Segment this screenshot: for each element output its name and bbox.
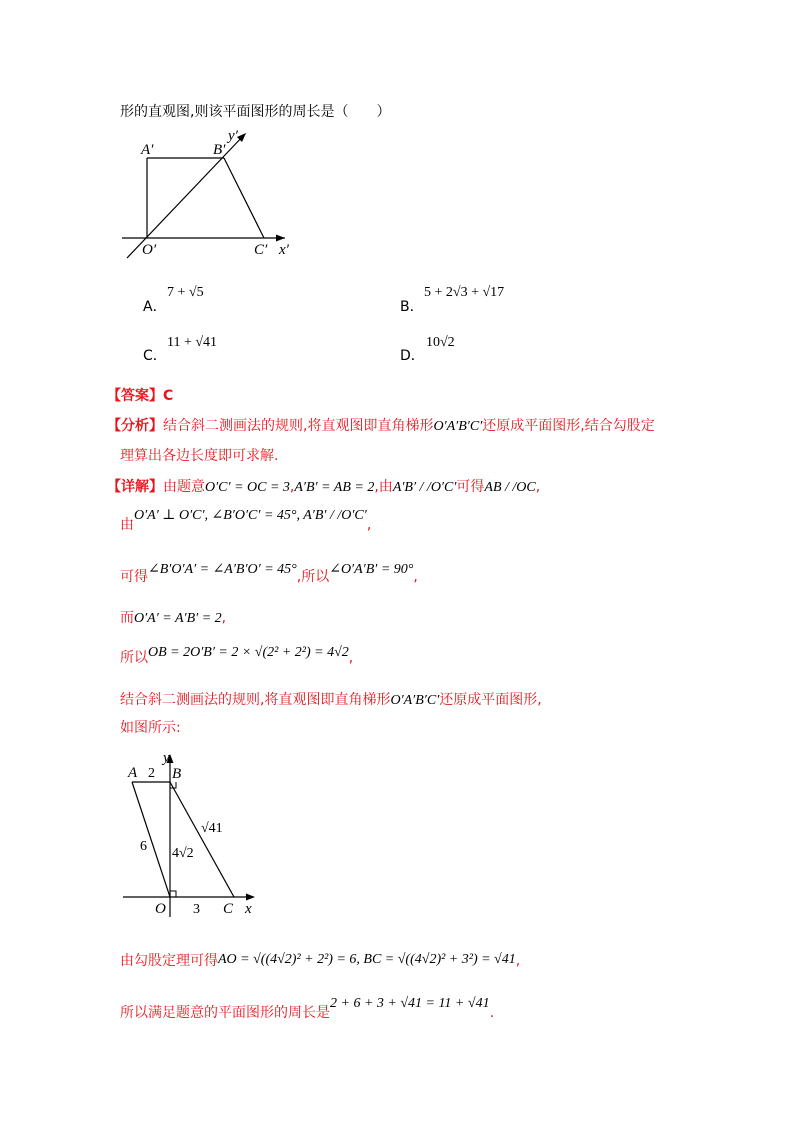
label-bc-length: √41 [201,821,223,836]
detail-l1-t1: 由题意 [163,479,205,495]
label-c: C [223,901,234,917]
detail-l3-m2: ∠O′A′B′ = 90° [329,562,414,577]
answer-tag: 【答案】 [107,388,163,404]
label-ab-length: 2 [148,766,155,781]
detail-l1-t4: 可得 [456,479,485,495]
detail-line-8 [120,950,520,970]
detail-l8-t1: 由勾股定理可得 [120,953,218,969]
detail-l3-m1: ∠B′O′A′ = ∠A′B′O′ = 45° [148,562,297,577]
detail-l6-text-b: 还原成平面图形, [439,692,542,708]
detail-l2-t1: 由 [120,517,134,533]
detail-line-3 [120,562,418,586]
segment-b-c [170,782,234,897]
label-oc-length: 3 [193,902,200,917]
detail-line-6 [120,689,542,709]
segment-b-c [224,158,264,238]
detail-line-7: 如图所示: [120,720,181,736]
x-arrow [246,894,255,901]
detail-line-1 [107,476,540,496]
detail-l2-m1: O′A′ ⊥ O′C′, ∠B′O′C′ = 45°, A′B′ / /O′C′ [134,508,367,523]
option-c-letter: C． [143,348,167,364]
analysis-tag: 【分析】 [107,418,163,434]
analysis-text-1a: 结合斜二测画法的规则,将直观图即直角梯形 [163,418,434,434]
detail-l1-m1: O′C′ = OC = 3 [205,480,290,495]
detail-line-9 [120,996,495,1022]
detail-l3-t2: ,所以 [296,569,330,585]
label-o-prime: O′ [142,242,157,258]
detail-l1-m2: A′B′ = AB = 2 [294,480,375,495]
detail-l2-t2: , [366,517,372,533]
right-angle-o [170,891,176,897]
detail-tag: 【详解】 [107,479,163,495]
detail-line-5 [120,647,353,667]
detail-l6-text: 结合斜二测画法的规则,将直观图即直角梯形 [120,692,391,708]
label-a-prime: A′ [141,142,154,158]
detail-line-4 [120,607,226,627]
option-d-value: 10√2 [426,335,455,350]
answer-line [107,385,173,405]
detail-l3-t1: 可得 [120,569,148,585]
detail-l1-m4: AB / /OC [484,480,536,495]
label-b: B [172,766,182,782]
detail-l9-t2: . [489,1005,495,1021]
analysis-line-2: 理算出各边长度即可求解. [120,448,279,464]
label-a: A [128,765,138,781]
detail-l8-m1: AO = √((4√2)² + 2²) = 6, BC = √((4√2)² + 3²) = √41 [218,952,516,967]
analysis-line-1 [107,415,655,435]
answer-value: C [163,388,174,404]
detail-l6-math: O′A′B′C′ [390,693,440,708]
label-ao-length: 6 [140,839,147,854]
label-ob-length: 4√2 [172,846,194,861]
option-a-letter: A． [143,299,167,315]
detail-l9-m1: 2 + 6 + 3 + √41 = 11 + √41 [330,996,490,1011]
label-o: O [155,901,166,917]
label-b-prime: B′ [213,142,226,158]
label-c-prime: C′ [254,242,268,258]
question-text: 形的直观图,则该平面图形的周长是（ ） [120,104,391,120]
option-d-letter: D． [400,348,425,364]
detail-l1-m3: A′B′ / /O′C′ [392,480,457,495]
label-y-prime: y′ [228,128,238,144]
option-b-letter: B． [400,299,424,315]
x-prime-arrow [276,235,285,242]
analysis-math-1: O′A′B′C′ [433,419,483,434]
label-x: x [245,901,252,917]
option-c-value: 11 + √41 [167,335,218,350]
label-y: y [163,750,170,766]
detail-l1-t3: ,由 [374,479,393,495]
plane-figure [115,745,275,920]
detail-l3-t3: , [413,569,418,585]
detail-l4-m1: O′A′ = A′B′ = 2 [134,611,222,626]
detail-l8-t2: , [515,953,521,969]
detail-l4-t1: 而 [120,610,134,626]
segment-a-o [132,782,170,897]
detail-line-2 [120,508,372,534]
detail-l1-t2: , [289,479,295,495]
option-b-value: 5 + 2√3 + √17 [424,285,505,300]
oblique-figure [115,120,305,265]
analysis-text-1b: 还原成平面图形,结合勾股定 [482,418,655,434]
detail-l5-t1: 所以 [120,650,148,666]
option-a-value: 7 + √5 [167,285,204,300]
detail-l5-t2: , [348,650,354,666]
detail-l4-t2: , [221,610,227,626]
detail-l1-t5: , [535,479,541,495]
detail-l5-m1: OB = 2O′B′ = 2 × √(2² + 2²) = 4√2 [148,645,349,660]
label-x-prime: x′ [279,242,289,258]
detail-l9-t1: 所以满足题意的平面图形的周长是 [120,1005,330,1021]
